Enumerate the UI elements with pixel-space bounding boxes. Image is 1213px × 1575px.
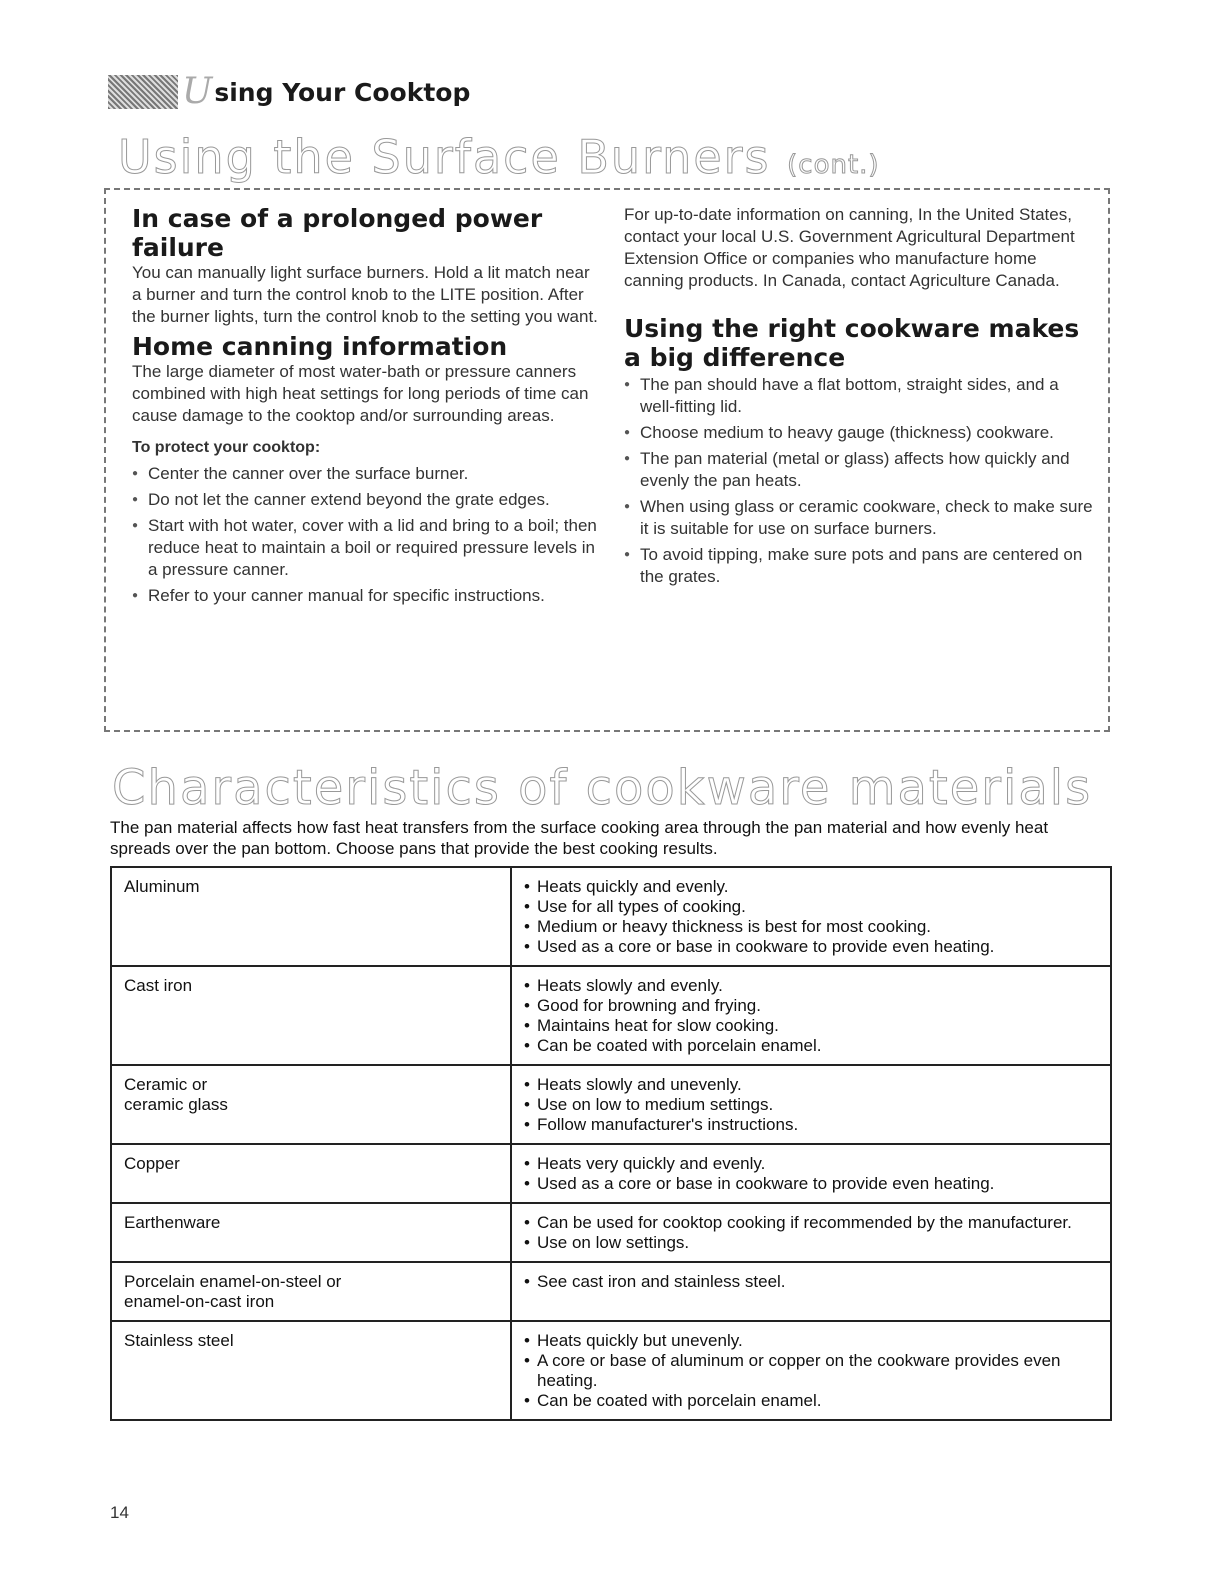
table-row [111, 1321, 1111, 1420]
material-notes [511, 1065, 1111, 1144]
material-name-line: enamel-on-cast iron [124, 1292, 275, 1311]
table-row [111, 1203, 1111, 1262]
list-item: • Use for all types of cooking. [524, 897, 1098, 917]
material-name: Earthenware [111, 1203, 511, 1262]
section-title [118, 130, 880, 184]
list-item: ● To avoid tipping, make sure pots and pans are centered on the grates. [624, 544, 1094, 588]
header-initial: U [182, 71, 213, 112]
table-row [111, 1262, 1111, 1321]
burner-info-box [104, 188, 1110, 732]
materials-title: Characteristics of cookware materials [112, 760, 1093, 816]
power-failure-body: You can manually light surface burners. Hold a lit match near a burner and turn the control knob to the LITE position. After the burner lights, turn the control knob to the setting you want. [132, 263, 598, 326]
list-item: • Use on low to medium settings. [524, 1095, 1098, 1115]
list-item: • Good for browning and frying. [524, 996, 1098, 1016]
material-notes [511, 1262, 1111, 1321]
list-item: • Can be coated with porcelain enamel. [524, 1036, 1098, 1056]
page-number: 14 [110, 1503, 129, 1522]
cookware-list [624, 374, 1094, 588]
protect-label: To protect your cooktop: [132, 439, 321, 456]
list-item: • Heats slowly and unevenly. [524, 1075, 1098, 1095]
material-notes [511, 1203, 1111, 1262]
list-item: • Can be used for cooktop cooking if recommended by the manufacturer. [524, 1213, 1098, 1233]
header-title: sing Your Cooktop [214, 77, 471, 107]
list-item: • Heats slowly and evenly. [524, 976, 1098, 996]
canning-body: The large diameter of most water-bath or pressure canners combined with high heat settings for long periods of time can cause damage to the cooktop and/or surrounding areas. [132, 362, 589, 425]
protect-list [132, 463, 602, 607]
material-notes [511, 966, 1111, 1065]
material-name-line: Porcelain enamel-on-steel or [124, 1272, 342, 1291]
table-row [111, 1144, 1111, 1203]
list-item: • Used as a core or base in cookware to provide even heating. [524, 1174, 1098, 1194]
material-notes [511, 1144, 1111, 1203]
list-item: • A core or base of aluminum or copper on the cookware provides even heating. [524, 1351, 1098, 1391]
material-name [111, 1065, 511, 1144]
material-name: Stainless steel [111, 1321, 511, 1420]
list-item: ● Center the canner over the surface burner. [132, 463, 602, 485]
header-decoration-icon [108, 75, 178, 109]
cookware-heading: Using the right cookware makes a big difference [624, 314, 1080, 372]
list-item: ● Do not let the canner extend beyond the grate edges. [132, 489, 602, 511]
materials-intro: The pan material affects how fast heat transfers from the surface cooking area through the pan material and how evenly heat spreads over the pan bottom. Choose pans that provide the best cooking results. [110, 818, 1049, 858]
list-item: • Used as a core or base in cookware to provide even heating. [524, 937, 1098, 957]
canning-heading: Home canning information [132, 332, 508, 361]
list-item: • See cast iron and stainless steel. [524, 1272, 1098, 1292]
material-name: Aluminum [111, 867, 511, 966]
materials-table [110, 866, 1112, 1421]
list-item: • Maintains heat for slow cooking. [524, 1016, 1098, 1036]
table-row [111, 867, 1111, 966]
material-notes [511, 1321, 1111, 1420]
list-item: ● The pan material (metal or glass) affects how quickly and evenly the pan heats. [624, 448, 1094, 492]
list-item: • Heats quickly but unevenly. [524, 1331, 1098, 1351]
page-header [108, 68, 470, 116]
right-column [624, 204, 1094, 592]
list-item: • Follow manufacturer's instructions. [524, 1115, 1098, 1135]
section-title-text: Using the Surface Burners [118, 130, 771, 184]
table-row [111, 1065, 1111, 1144]
material-name [111, 1262, 511, 1321]
material-name-line: ceramic glass [124, 1095, 228, 1114]
list-item: • Can be coated with porcelain enamel. [524, 1391, 1098, 1411]
list-item: ● The pan should have a flat bottom, straight sides, and a well-fitting lid. [624, 374, 1094, 418]
list-item: • Heats quickly and evenly. [524, 877, 1098, 897]
section-title-suffix: (cont.) [787, 150, 880, 180]
list-item: • Use on low settings. [524, 1233, 1098, 1253]
list-item: ● Start with hot water, cover with a lid and bring to a boil; then reduce heat to maintain a boil or required pressure levels in a pressure canner. [132, 515, 602, 581]
canning-info-text: For up-to-date information on canning, In the United States, contact your local U.S. Government Agricultural Department Extension Office or companies who manufacture home canning products. In Canada, contact Agriculture Canada. [624, 205, 1075, 290]
material-name-line: Ceramic or [124, 1075, 208, 1094]
list-item: • Medium or heavy thickness is best for most cooking. [524, 917, 1098, 937]
list-item: ● Refer to your canner manual for specific instructions. [132, 585, 602, 607]
material-name: Copper [111, 1144, 511, 1203]
list-item: ● Choose medium to heavy gauge (thickness) cookware. [624, 422, 1094, 444]
power-failure-heading: In case of a prolonged power failure [132, 204, 543, 262]
list-item: • Heats very quickly and evenly. [524, 1154, 1098, 1174]
material-notes [511, 867, 1111, 966]
table-row [111, 966, 1111, 1065]
list-item: ● When using glass or ceramic cookware, check to make sure it is suitable for use on surface burners. [624, 496, 1094, 540]
left-column [132, 204, 602, 611]
material-name: Cast iron [111, 966, 511, 1065]
